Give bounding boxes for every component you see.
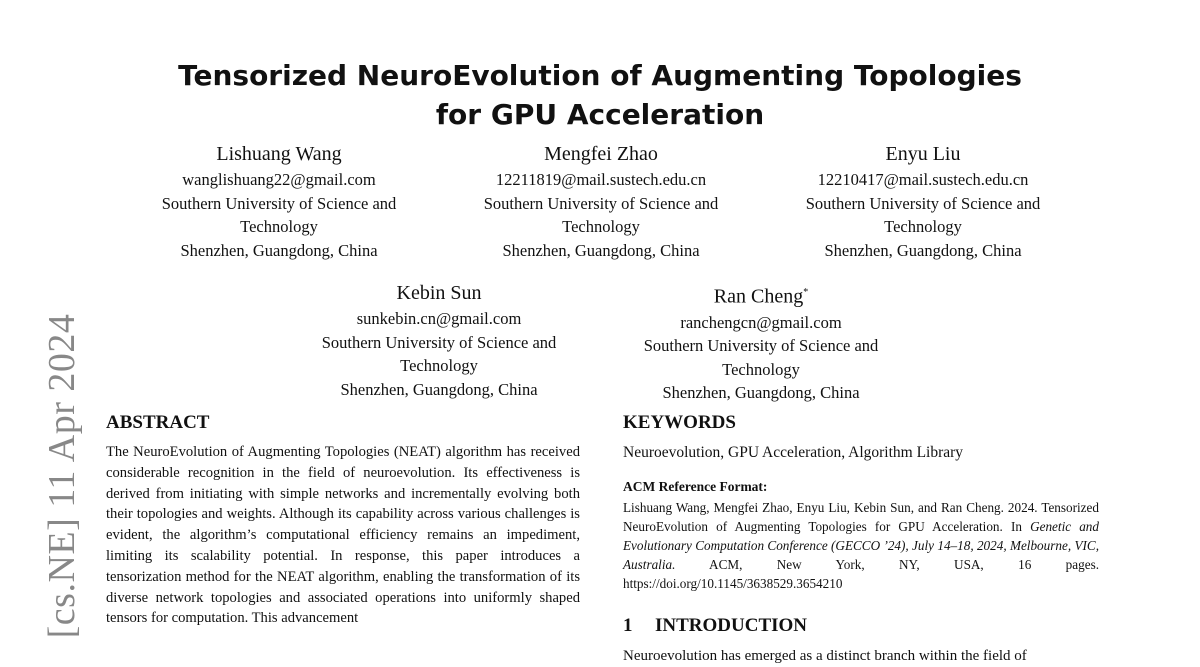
corresponding-author-mark: * <box>803 287 809 298</box>
abstract-heading: ABSTRACT <box>106 412 210 433</box>
left-column <box>106 410 580 629</box>
author-affiliation-cont: Technology <box>562 217 640 236</box>
introduction-text: Neuroevolution has emerged as a distinct branch within the field of <box>623 648 1027 664</box>
author-affiliation-cont: Technology <box>722 359 800 379</box>
section-title: INTRODUCTION <box>655 615 808 636</box>
author-block <box>611 279 911 405</box>
acm-reference-heading: ACM Reference Format: <box>623 479 768 494</box>
author-email: ranchengcn@gmail.com <box>680 312 842 332</box>
keywords-heading: KEYWORDS <box>623 412 736 433</box>
paper-title-line-2: for GPU Acceleration <box>435 98 765 131</box>
author-affiliation-cont: Technology <box>400 356 478 375</box>
author-name: Mengfei Zhao <box>544 143 658 165</box>
acm-reference-publisher: ACM, New York, NY, USA, 16 pages. https://doi.org/10.1145/3638529.3654210 <box>623 557 1099 591</box>
author-email: 12211819@mail.sustech.edu.cn <box>495 170 707 189</box>
author-name: Kebin Sun <box>396 282 482 304</box>
author-email: 12210417@mail.sustech.edu.cn <box>817 170 1029 189</box>
introduction-heading <box>623 613 1099 639</box>
author-affiliation: Southern University of Science and <box>483 193 719 213</box>
author-name-text: Ran Cheng <box>713 285 804 308</box>
right-column <box>623 410 1099 667</box>
paper-title-line-1: Tensorized NeuroEvolution of Augmenting Topologies <box>178 59 1022 92</box>
author-affiliation-cont: Technology <box>240 217 318 236</box>
author-email: sunkebin.cn@gmail.com <box>356 309 522 328</box>
abstract-text: The NeuroEvolution of Augmenting Topologies (NEAT) algorithm has received considerable recognition in the field of neuroevolution. Its effectiveness is derived from initiating with simple networks and incrementally evolving both their topologies and weights. Although its capability across various challenges is evident, the algorithm’s computational efficiency remains an impediment, limiting its scalability potential. In response, this paper introduces a tensorization method for the NEAT algorithm, enabling the transformation of its diverse network topologies and associated operations into uniformly shaped tensors for computation. This advancement <box>106 444 580 627</box>
acm-reference-text <box>623 498 1099 593</box>
author-block <box>289 279 589 401</box>
acm-reference-authors: Lishuang Wang, Mengfei Zhao, Enyu Liu, Kebin Sun, and Ran Cheng. 2024. Tensorized NeuroEvolution of Augmenting Topologies for GPU Acceleration. In <box>623 500 1099 534</box>
author-affiliation: Southern University of Science and <box>643 336 879 356</box>
author-affiliation: Southern University of Science and <box>805 193 1041 213</box>
keywords-text: Neuroevolution, GPU Acceleration, Algorithm Library <box>623 444 964 461</box>
author-affiliation: Southern University of Science and <box>161 193 397 213</box>
author-location: Shenzhen, Guangdong, China <box>180 240 378 260</box>
arxiv-stamp: [cs.NE] 11 Apr 2024 <box>41 313 83 639</box>
author-block <box>773 140 1073 262</box>
section-number: 1 <box>623 615 633 636</box>
author-affiliation-cont: Technology <box>884 217 962 236</box>
author-email: wanglishuang22@gmail.com <box>182 170 376 189</box>
author-name <box>611 279 911 311</box>
author-location: Shenzhen, Guangdong, China <box>340 379 538 399</box>
author-name: Enyu Liu <box>885 143 961 165</box>
paper-title <box>0 56 1200 134</box>
author-location: Shenzhen, Guangdong, China <box>824 240 1022 260</box>
author-location: Shenzhen, Guangdong, China <box>502 240 700 260</box>
acm-reference-venue: Genetic and Evolutionary Computation Conference (GECCO ’24), July 14–18, 2024, Melbourne, VIC, Australia. <box>623 519 1099 572</box>
author-name: Lishuang Wang <box>216 143 342 165</box>
author-affiliation: Southern University of Science and <box>321 332 557 352</box>
author-location: Shenzhen, Guangdong, China <box>662 383 860 403</box>
author-block <box>129 140 429 262</box>
author-block <box>451 140 751 262</box>
